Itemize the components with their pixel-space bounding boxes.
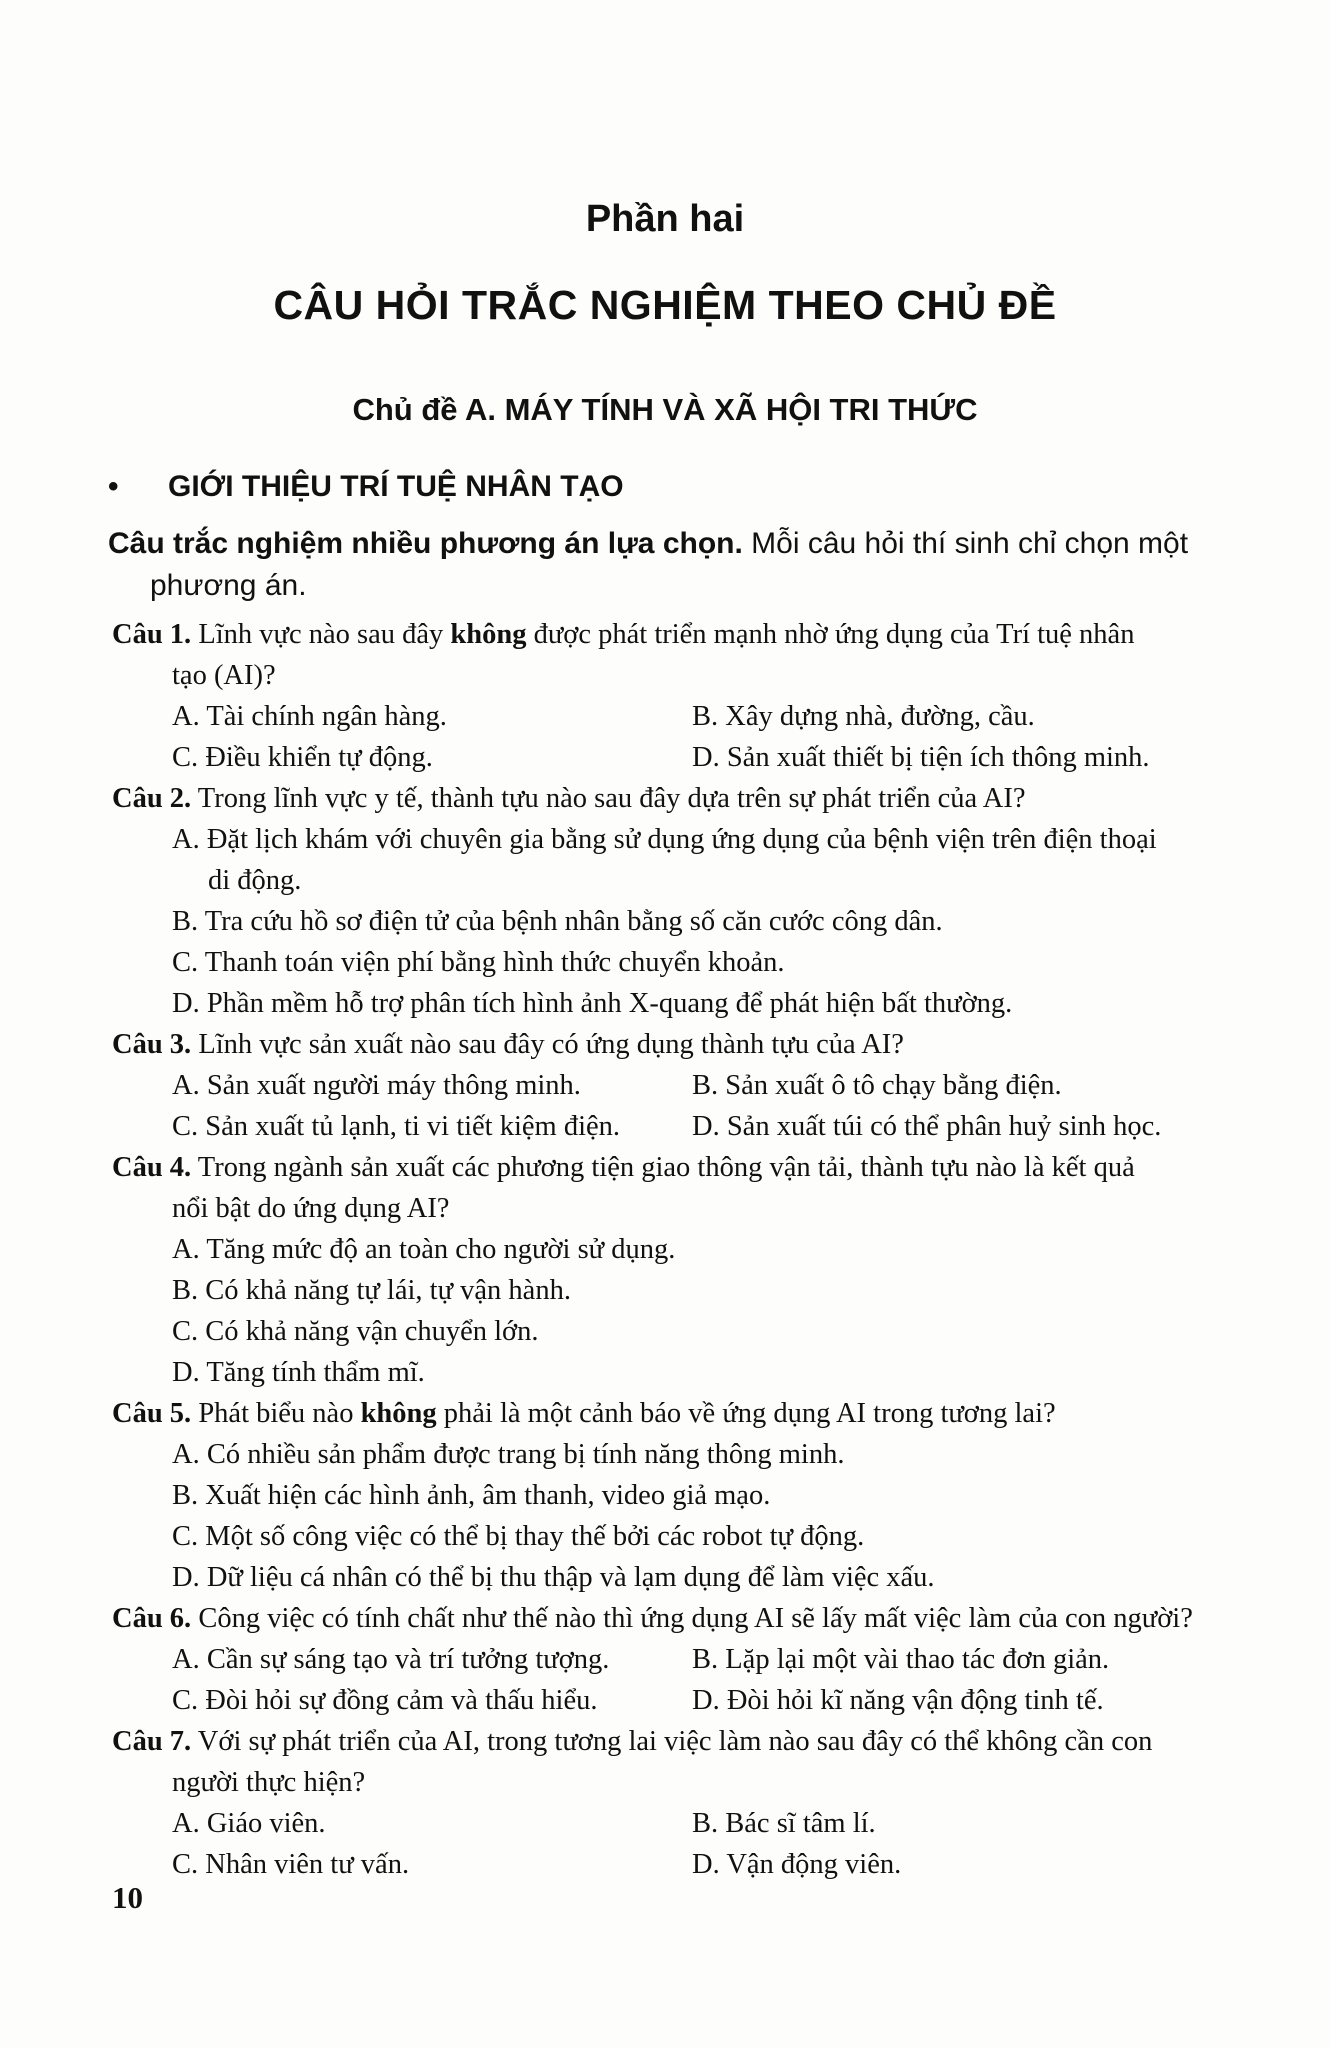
- section-heading: [108, 470, 624, 504]
- question-label: Câu 6.: [112, 1603, 192, 1634]
- question-label: Câu 5.: [112, 1398, 192, 1429]
- question-text: Lĩnh vực sản xuất nào sau đây có ứng dụng thành tựu của AI?: [191, 1029, 904, 1060]
- question-3: [112, 1024, 1302, 1147]
- question-text-cont: người thực hiện?: [172, 1767, 366, 1798]
- option-c: C. Có khả năng vận chuyển lớn.: [172, 1316, 539, 1347]
- option-c: C. Thanh toán viện phí bằng hình thức chuyển khoản.: [172, 947, 785, 978]
- section-title: GIỚI THIỆU TRÍ TUỆ NHÂN TẠO: [168, 470, 624, 503]
- instruction-rest: Mỗi câu hỏi thí sinh chỉ chọn một: [742, 527, 1189, 560]
- question-emphasis: không: [450, 619, 527, 650]
- option-a: A. Cần sự sáng tạo và trí tưởng tượng.: [172, 1644, 610, 1675]
- question-text: Trong ngành sản xuất các phương tiện giao thông vận tải, thành tựu nào là kết quả: [191, 1152, 1135, 1183]
- option-a: A. Giáo viên.: [172, 1808, 326, 1839]
- question-label: Câu 7.: [112, 1726, 192, 1757]
- option-d: D. Tăng tính thẩm mĩ.: [172, 1357, 425, 1388]
- option-d: D. Vận động viên.: [692, 1849, 902, 1880]
- question-label: Câu 4.: [112, 1152, 192, 1183]
- question-text-cont: tạo (AI)?: [172, 660, 276, 691]
- option-a: A. Tăng mức độ an toàn cho người sử dụng.: [172, 1234, 676, 1265]
- option-d: D. Đòi hỏi kĩ năng vận động tinh tế.: [692, 1685, 1104, 1716]
- question-emphasis: không: [360, 1398, 437, 1429]
- option-c: C. Nhân viên tư vấn.: [172, 1849, 410, 1880]
- option-b: B. Có khả năng tự lái, tự vận hành.: [172, 1275, 571, 1306]
- option-b: B. Sản xuất ô tô chạy bằng điện.: [692, 1070, 1062, 1101]
- question-text: được phát triển mạnh nhờ ứng dụng của Trí tuệ nhân: [526, 619, 1135, 650]
- option-b: B. Bác sĩ tâm lí.: [692, 1808, 876, 1839]
- topic-title: Chủ đề A. MÁY TÍNH VÀ XÃ HỘI TRI THỨC: [352, 392, 978, 427]
- question-text: Lĩnh vực nào sau đây: [191, 619, 451, 650]
- question-7: [112, 1721, 1302, 1885]
- option-c: C. Điều khiển tự động.: [172, 742, 433, 773]
- option-d: D. Phần mềm hỗ trợ phân tích hình ảnh X-quang để phát hiện bất thường.: [172, 988, 1013, 1019]
- option-a: A. Sản xuất người máy thông minh.: [172, 1070, 581, 1101]
- question-4: [112, 1147, 1302, 1393]
- main-title: CÂU HỎI TRẮC NGHIỆM THEO CHỦ ĐỀ: [273, 282, 1057, 328]
- question-label: Câu 1.: [112, 619, 192, 650]
- question-1: [112, 614, 1302, 778]
- question-6: [112, 1598, 1302, 1721]
- question-2: [112, 778, 1302, 1024]
- option-b: B. Lặp lại một vài thao tác đơn giản.: [692, 1644, 1110, 1675]
- option-a-cont: di động.: [208, 865, 302, 896]
- instruction-line2: phương án.: [150, 569, 307, 602]
- option-b: B. Tra cứu hồ sơ điện tử của bệnh nhân bằng số căn cước công dân.: [172, 906, 943, 937]
- question-text: Công việc có tính chất như thế nào thì ứng dụng AI sẽ lấy mất việc làm của con người?: [191, 1603, 1193, 1634]
- question-text: Với sự phát triển của AI, trong tương lai việc làm nào sau đây có thể không cần con: [191, 1726, 1153, 1757]
- option-a: A. Có nhiều sản phẩm được trang bị tính năng thông minh.: [172, 1439, 845, 1470]
- bullet-icon: •: [108, 470, 119, 503]
- part-title: Phần hai: [585, 198, 745, 240]
- option-b: B. Xây dựng nhà, đường, cầu.: [692, 701, 1035, 732]
- option-a: A. Tài chính ngân hàng.: [172, 701, 447, 732]
- question-text: Trong lĩnh vực y tế, thành tựu nào sau đây dựa trên sự phát triển của AI?: [191, 783, 1026, 814]
- question-text: phải là một cảnh báo về ứng dụng AI trong tương lai?: [436, 1398, 1056, 1429]
- question-label: Câu 2.: [112, 783, 192, 814]
- question-label: Câu 3.: [112, 1029, 192, 1060]
- option-d: D. Sản xuất túi có thể phân huỷ sinh học.: [692, 1111, 1162, 1142]
- option-d: D. Sản xuất thiết bị tiện ích thông minh.: [692, 742, 1150, 773]
- instruction: [108, 523, 1303, 607]
- question-5: [112, 1393, 1302, 1598]
- option-c: C. Sản xuất tủ lạnh, ti vi tiết kiệm điện.: [172, 1111, 621, 1142]
- option-d: D. Dữ liệu cá nhân có thể bị thu thập và lạm dụng để làm việc xấu.: [172, 1562, 935, 1593]
- option-c: C. Một số công việc có thể bị thay thế bởi các robot tự động.: [172, 1521, 865, 1552]
- option-a: A. Đặt lịch khám với chuyên gia bằng sử dụng ứng dụng của bệnh viện trên điện thoại: [172, 824, 1157, 855]
- question-text-cont: nổi bật do ứng dụng AI?: [172, 1193, 450, 1224]
- instruction-bold: Câu trắc nghiệm nhiều phương án lựa chọn.: [108, 527, 743, 560]
- question-list: [112, 614, 1302, 1885]
- question-text: Phát biểu nào: [191, 1398, 361, 1429]
- page-number: 10: [112, 1880, 143, 1915]
- option-b: B. Xuất hiện các hình ảnh, âm thanh, video giả mạo.: [172, 1480, 771, 1511]
- option-c: C. Đòi hỏi sự đồng cảm và thấu hiểu.: [172, 1685, 598, 1716]
